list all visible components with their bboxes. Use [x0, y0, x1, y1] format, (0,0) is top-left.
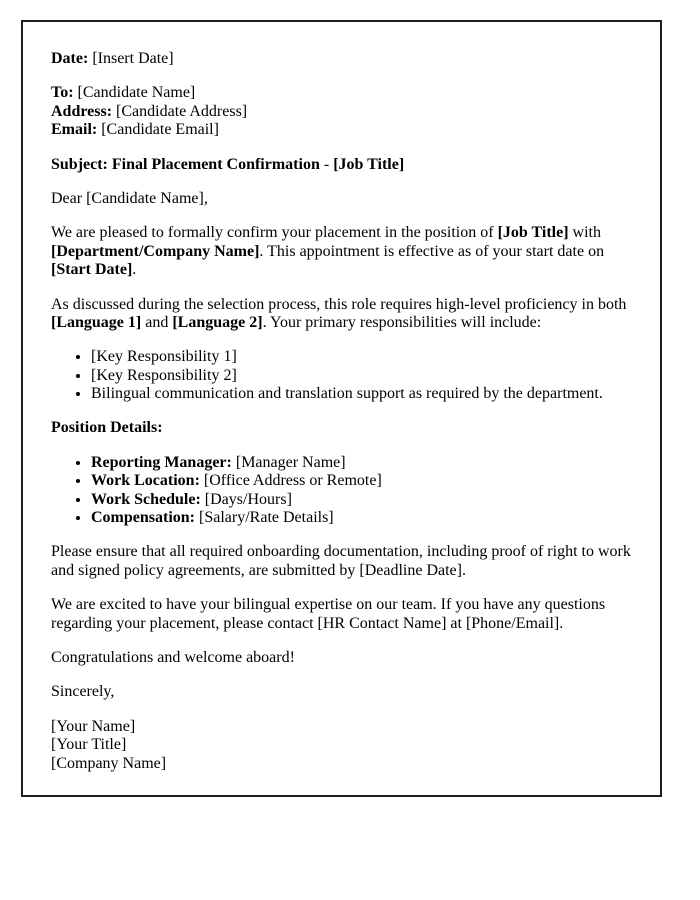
to-value: [Candidate Name]: [73, 84, 196, 102]
detail-value: [Days/Hours]: [200, 490, 292, 508]
list-item: [91, 472, 632, 490]
detail-value: [Manager Name]: [231, 453, 346, 471]
list-item: • Bilingual communication and translation support as required by the department.: [91, 385, 632, 403]
email-line: [51, 121, 632, 139]
language-2-placeholder: [Language 2]: [172, 313, 263, 331]
para-confirmation-text: .: [132, 261, 137, 279]
letter-page: [21, 20, 662, 797]
language-1-placeholder: [Language 1]: [51, 313, 142, 331]
recipient-block: [51, 84, 632, 139]
start-date-placeholder: [Start Date]: [51, 261, 133, 279]
to-line: [51, 84, 632, 102]
email-label: Email:: [51, 121, 98, 139]
to-label: To:: [51, 84, 74, 102]
responsibilities-list: [51, 348, 632, 403]
position-details-heading-text: Position Details:: [51, 419, 163, 437]
address-value: [Candidate Address]: [112, 102, 248, 120]
signature-block: [51, 718, 632, 773]
para-contact: We are excited to have your bilingual expertise on our team. If you have any questions regarding your placement, please contact [HR Contact Name] at [Phone/Email].: [51, 596, 606, 632]
list-item: [91, 454, 632, 472]
date-value: [Insert Date]: [88, 50, 174, 67]
list-item: [91, 491, 632, 509]
email-value: [Candidate Email]: [97, 121, 219, 139]
para-confirmation-text: We are pleased to formally confirm your placement in the position of: [51, 224, 498, 242]
signature-title: [Your Title]: [51, 736, 127, 754]
subject-line: [51, 156, 632, 174]
detail-value: [Salary/Rate Details]: [195, 509, 334, 527]
closing: Sincerely,: [51, 683, 115, 701]
detail-label: Reporting Manager:: [91, 453, 232, 471]
date-label: Date:: [51, 50, 89, 67]
job-title-placeholder: [Job Title]: [497, 224, 569, 242]
address-label: Address:: [51, 102, 113, 120]
position-details-list: [51, 454, 632, 528]
signature-name: [Your Name]: [51, 717, 136, 735]
detail-label: Work Schedule:: [91, 490, 201, 508]
para-languages-text: As discussed during the selection process, this role requires high-level proficiency in both: [51, 295, 627, 313]
date-line: [51, 50, 632, 68]
para-languages-text: and: [141, 313, 173, 331]
salutation: Dear [Candidate Name],: [51, 189, 208, 207]
detail-label: Work Location:: [91, 472, 200, 490]
subject-bold-lead: Subject: Final Placement Confirmation: [51, 155, 320, 173]
para-congrats: Congratulations and welcome aboard!: [51, 648, 295, 666]
para-languages-text: . Your primary responsibilities will include:: [262, 313, 542, 331]
list-item: • [Key Responsibility 1]: [91, 348, 632, 366]
position-details-heading: [51, 419, 632, 437]
detail-label: Compensation:: [91, 509, 196, 527]
detail-value: [Office Address or Remote]: [199, 472, 382, 490]
para-confirmation-text: with: [568, 224, 601, 242]
list-item: [91, 509, 632, 527]
para-languages: [51, 296, 632, 333]
para-confirmation-text: . This appointment is effective as of your start date on: [259, 242, 605, 260]
para-confirmation: [51, 224, 632, 279]
address-line: [51, 103, 632, 121]
signature-company: [Company Name]: [51, 754, 167, 772]
department-placeholder: [Department/Company Name]: [51, 242, 260, 260]
subject-bold-tail: [Job Title]: [333, 155, 405, 173]
para-onboarding: Please ensure that all required onboarding documentation, including proof of right to work and signed policy agreements, are submitted by [Deadline Date].: [51, 543, 631, 579]
subject-separator: -: [319, 155, 334, 173]
list-item: • [Key Responsibility 2]: [91, 367, 632, 385]
